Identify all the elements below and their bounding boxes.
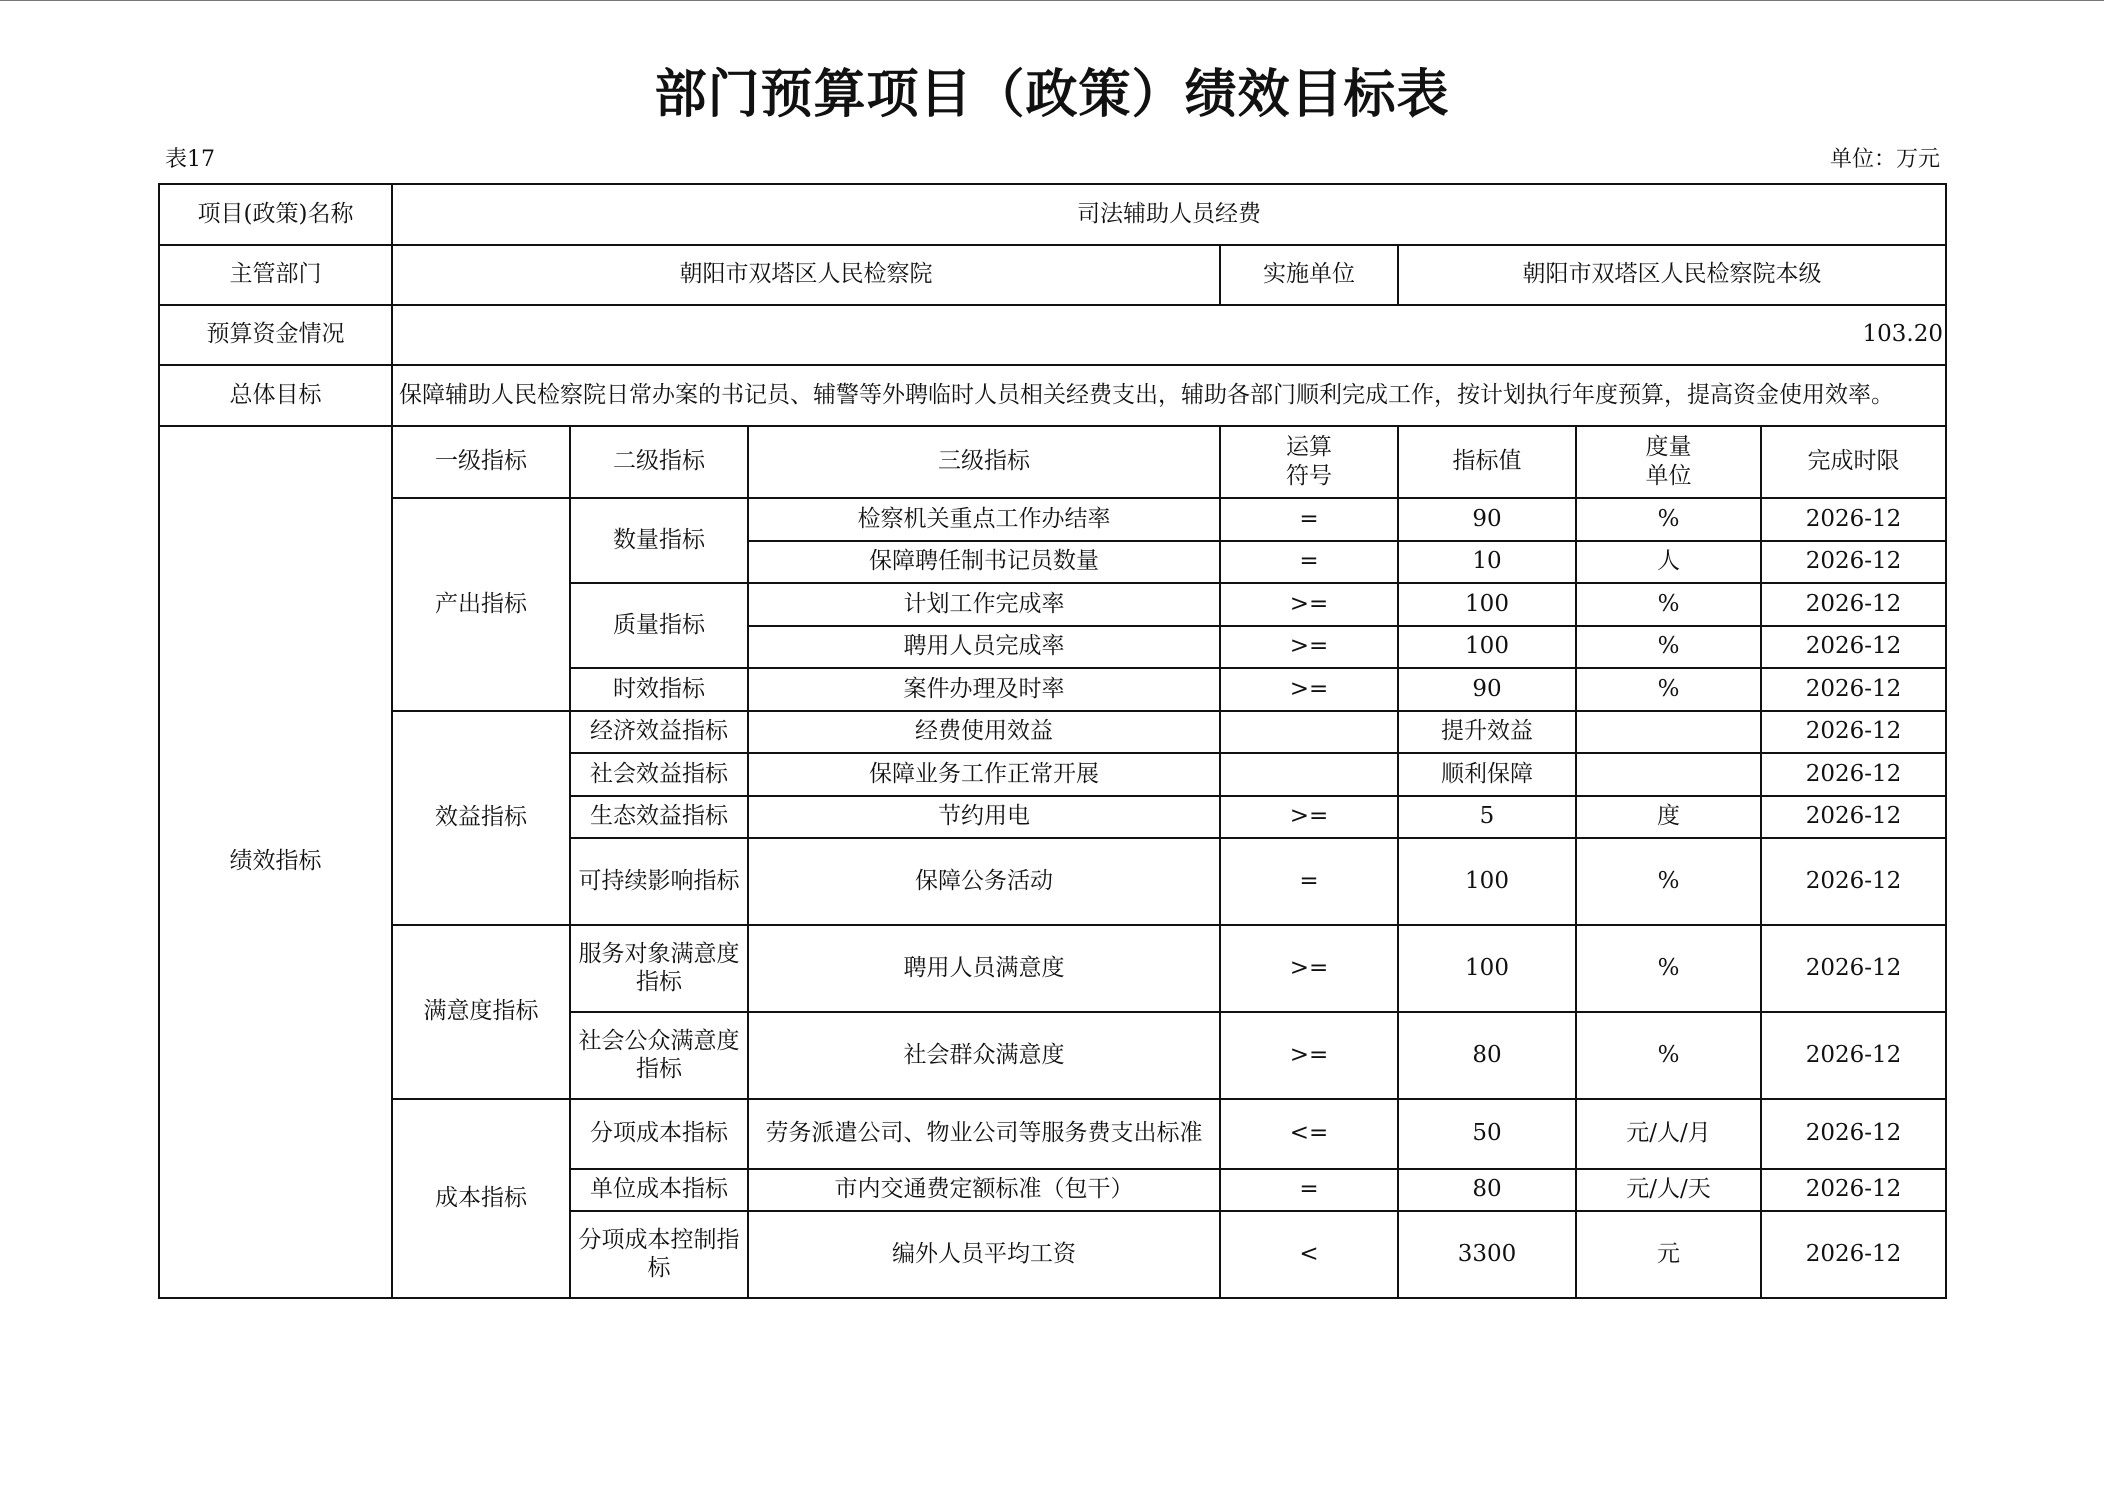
operator: < — [1220, 1211, 1398, 1298]
measure-unit: 元/人/天 — [1576, 1169, 1761, 1211]
measure-unit: 度 — [1576, 796, 1761, 838]
target-value: 100 — [1398, 583, 1576, 626]
level2-indicator: 社会效益指标 — [570, 753, 748, 796]
target-value: 90 — [1398, 668, 1576, 711]
operator: >= — [1220, 668, 1398, 711]
impl-unit-label: 实施单位 — [1220, 245, 1398, 305]
target-value: 5 — [1398, 796, 1576, 838]
measure-unit: % — [1576, 626, 1761, 668]
level2-indicator: 分项成本指标 — [570, 1099, 748, 1169]
level3-indicator: 保障公务活动 — [748, 838, 1220, 925]
deadline: 2026-12 — [1761, 1169, 1946, 1211]
deadline: 2026-12 — [1761, 925, 1946, 1012]
table-row — [159, 925, 1946, 1012]
section-performance-indicators: 绩效指标 — [159, 426, 392, 1298]
target-value: 80 — [1398, 1012, 1576, 1099]
measure-unit: % — [1576, 1012, 1761, 1099]
level3-indicator: 计划工作完成率 — [748, 583, 1220, 626]
level2-indicator: 生态效益指标 — [570, 796, 748, 838]
measure-unit: % — [1576, 925, 1761, 1012]
level3-indicator: 保障聘任制书记员数量 — [748, 541, 1220, 583]
level3-indicator: 社会群众满意度 — [748, 1012, 1220, 1099]
level3-indicator: 检察机关重点工作办结率 — [748, 498, 1220, 541]
header-value: 指标值 — [1398, 426, 1576, 498]
level2-indicator: 质量指标 — [570, 583, 748, 668]
header-level1: 一级指标 — [392, 426, 570, 498]
target-value: 50 — [1398, 1099, 1576, 1169]
measure-unit: 元 — [1576, 1211, 1761, 1298]
project-name-label: 项目(政策)名称 — [159, 184, 392, 245]
operator — [1220, 711, 1398, 753]
level3-indicator: 聘用人员满意度 — [748, 925, 1220, 1012]
level2-indicator: 时效指标 — [570, 668, 748, 711]
measure-unit — [1576, 711, 1761, 753]
table-row — [159, 1099, 1946, 1169]
level3-indicator: 编外人员平均工资 — [748, 1211, 1220, 1298]
level2-indicator: 数量指标 — [570, 498, 748, 583]
target-value: 100 — [1398, 838, 1576, 925]
impl-unit-value: 朝阳市双塔区人民检察院本级 — [1398, 245, 1946, 305]
target-value: 100 — [1398, 626, 1576, 668]
target-value: 10 — [1398, 541, 1576, 583]
header-deadline: 完成时限 — [1761, 426, 1946, 498]
table-row — [159, 498, 1946, 541]
measure-unit: % — [1576, 838, 1761, 925]
level2-indicator: 社会公众满意度指标 — [570, 1012, 748, 1099]
deadline: 2026-12 — [1761, 498, 1946, 541]
level1-indicator: 满意度指标 — [392, 925, 570, 1099]
target-value: 90 — [1398, 498, 1576, 541]
operator: = — [1220, 498, 1398, 541]
target-value: 80 — [1398, 1169, 1576, 1211]
operator: >= — [1220, 925, 1398, 1012]
level3-indicator: 劳务派遣公司、物业公司等服务费支出标准 — [748, 1099, 1220, 1169]
operator: = — [1220, 541, 1398, 583]
dept-value: 朝阳市双塔区人民检察院 — [392, 245, 1220, 305]
measure-unit: % — [1576, 668, 1761, 711]
header-level3: 三级指标 — [748, 426, 1220, 498]
operator — [1220, 753, 1398, 796]
deadline: 2026-12 — [1761, 711, 1946, 753]
level2-indicator: 经济效益指标 — [570, 711, 748, 753]
level3-indicator: 市内交通费定额标准（包干） — [748, 1169, 1220, 1211]
level2-indicator: 服务对象满意度指标 — [570, 925, 748, 1012]
deadline: 2026-12 — [1761, 668, 1946, 711]
budget-label: 预算资金情况 — [159, 305, 392, 365]
table-number: 表17 — [165, 147, 215, 172]
deadline: 2026-12 — [1761, 753, 1946, 796]
dept-label: 主管部门 — [159, 245, 392, 305]
deadline: 2026-12 — [1761, 796, 1946, 838]
operator: >= — [1220, 796, 1398, 838]
target-value: 顺利保障 — [1398, 753, 1576, 796]
budget-value: 103.20 — [392, 305, 1946, 365]
deadline: 2026-12 — [1761, 1211, 1946, 1298]
operator: = — [1220, 1169, 1398, 1211]
level2-indicator: 单位成本指标 — [570, 1169, 748, 1211]
header-operator: 运算 符号 — [1220, 426, 1398, 498]
target-value: 3300 — [1398, 1211, 1576, 1298]
project-name-value: 司法辅助人员经费 — [392, 184, 1946, 245]
level3-indicator: 案件办理及时率 — [748, 668, 1220, 711]
level3-indicator: 聘用人员完成率 — [748, 626, 1220, 668]
level1-indicator: 效益指标 — [392, 711, 570, 925]
level3-indicator: 保障业务工作正常开展 — [748, 753, 1220, 796]
page-top-border — [0, 0, 2104, 1]
goal-value: 保障辅助人民检察院日常办案的书记员、辅警等外聘临时人员相关经费支出，辅助各部门顺利完成工作，按计划执行年度预算，提高资金使用效率。 — [392, 365, 1946, 426]
deadline: 2026-12 — [1761, 583, 1946, 626]
measure-unit: % — [1576, 583, 1761, 626]
level1-indicator: 产出指标 — [392, 498, 570, 711]
operator: >= — [1220, 1012, 1398, 1099]
level2-indicator: 可持续影响指标 — [570, 838, 748, 925]
measure-unit: % — [1576, 498, 1761, 541]
target-value: 100 — [1398, 925, 1576, 1012]
target-value: 提升效益 — [1398, 711, 1576, 753]
measure-unit: 人 — [1576, 541, 1761, 583]
operator: >= — [1220, 583, 1398, 626]
header-level2: 二级指标 — [570, 426, 748, 498]
deadline: 2026-12 — [1761, 1012, 1946, 1099]
operator: = — [1220, 838, 1398, 925]
goal-label: 总体目标 — [159, 365, 392, 426]
deadline: 2026-12 — [1761, 838, 1946, 925]
level3-indicator: 经费使用效益 — [748, 711, 1220, 753]
page-title: 部门预算项目（政策）绩效目标表 — [654, 65, 1450, 125]
measure-unit: 元/人/月 — [1576, 1099, 1761, 1169]
performance-target-table — [158, 183, 1947, 1299]
deadline: 2026-12 — [1761, 1099, 1946, 1169]
operator: <= — [1220, 1099, 1398, 1169]
operator: >= — [1220, 626, 1398, 668]
level1-indicator: 成本指标 — [392, 1099, 570, 1298]
table-row — [159, 711, 1946, 753]
deadline: 2026-12 — [1761, 541, 1946, 583]
measure-unit — [1576, 753, 1761, 796]
unit-label: 单位：万元 — [1829, 147, 1940, 172]
level3-indicator: 节约用电 — [748, 796, 1220, 838]
level2-indicator: 分项成本控制指标 — [570, 1211, 748, 1298]
header-unit: 度量 单位 — [1576, 426, 1761, 498]
deadline: 2026-12 — [1761, 626, 1946, 668]
